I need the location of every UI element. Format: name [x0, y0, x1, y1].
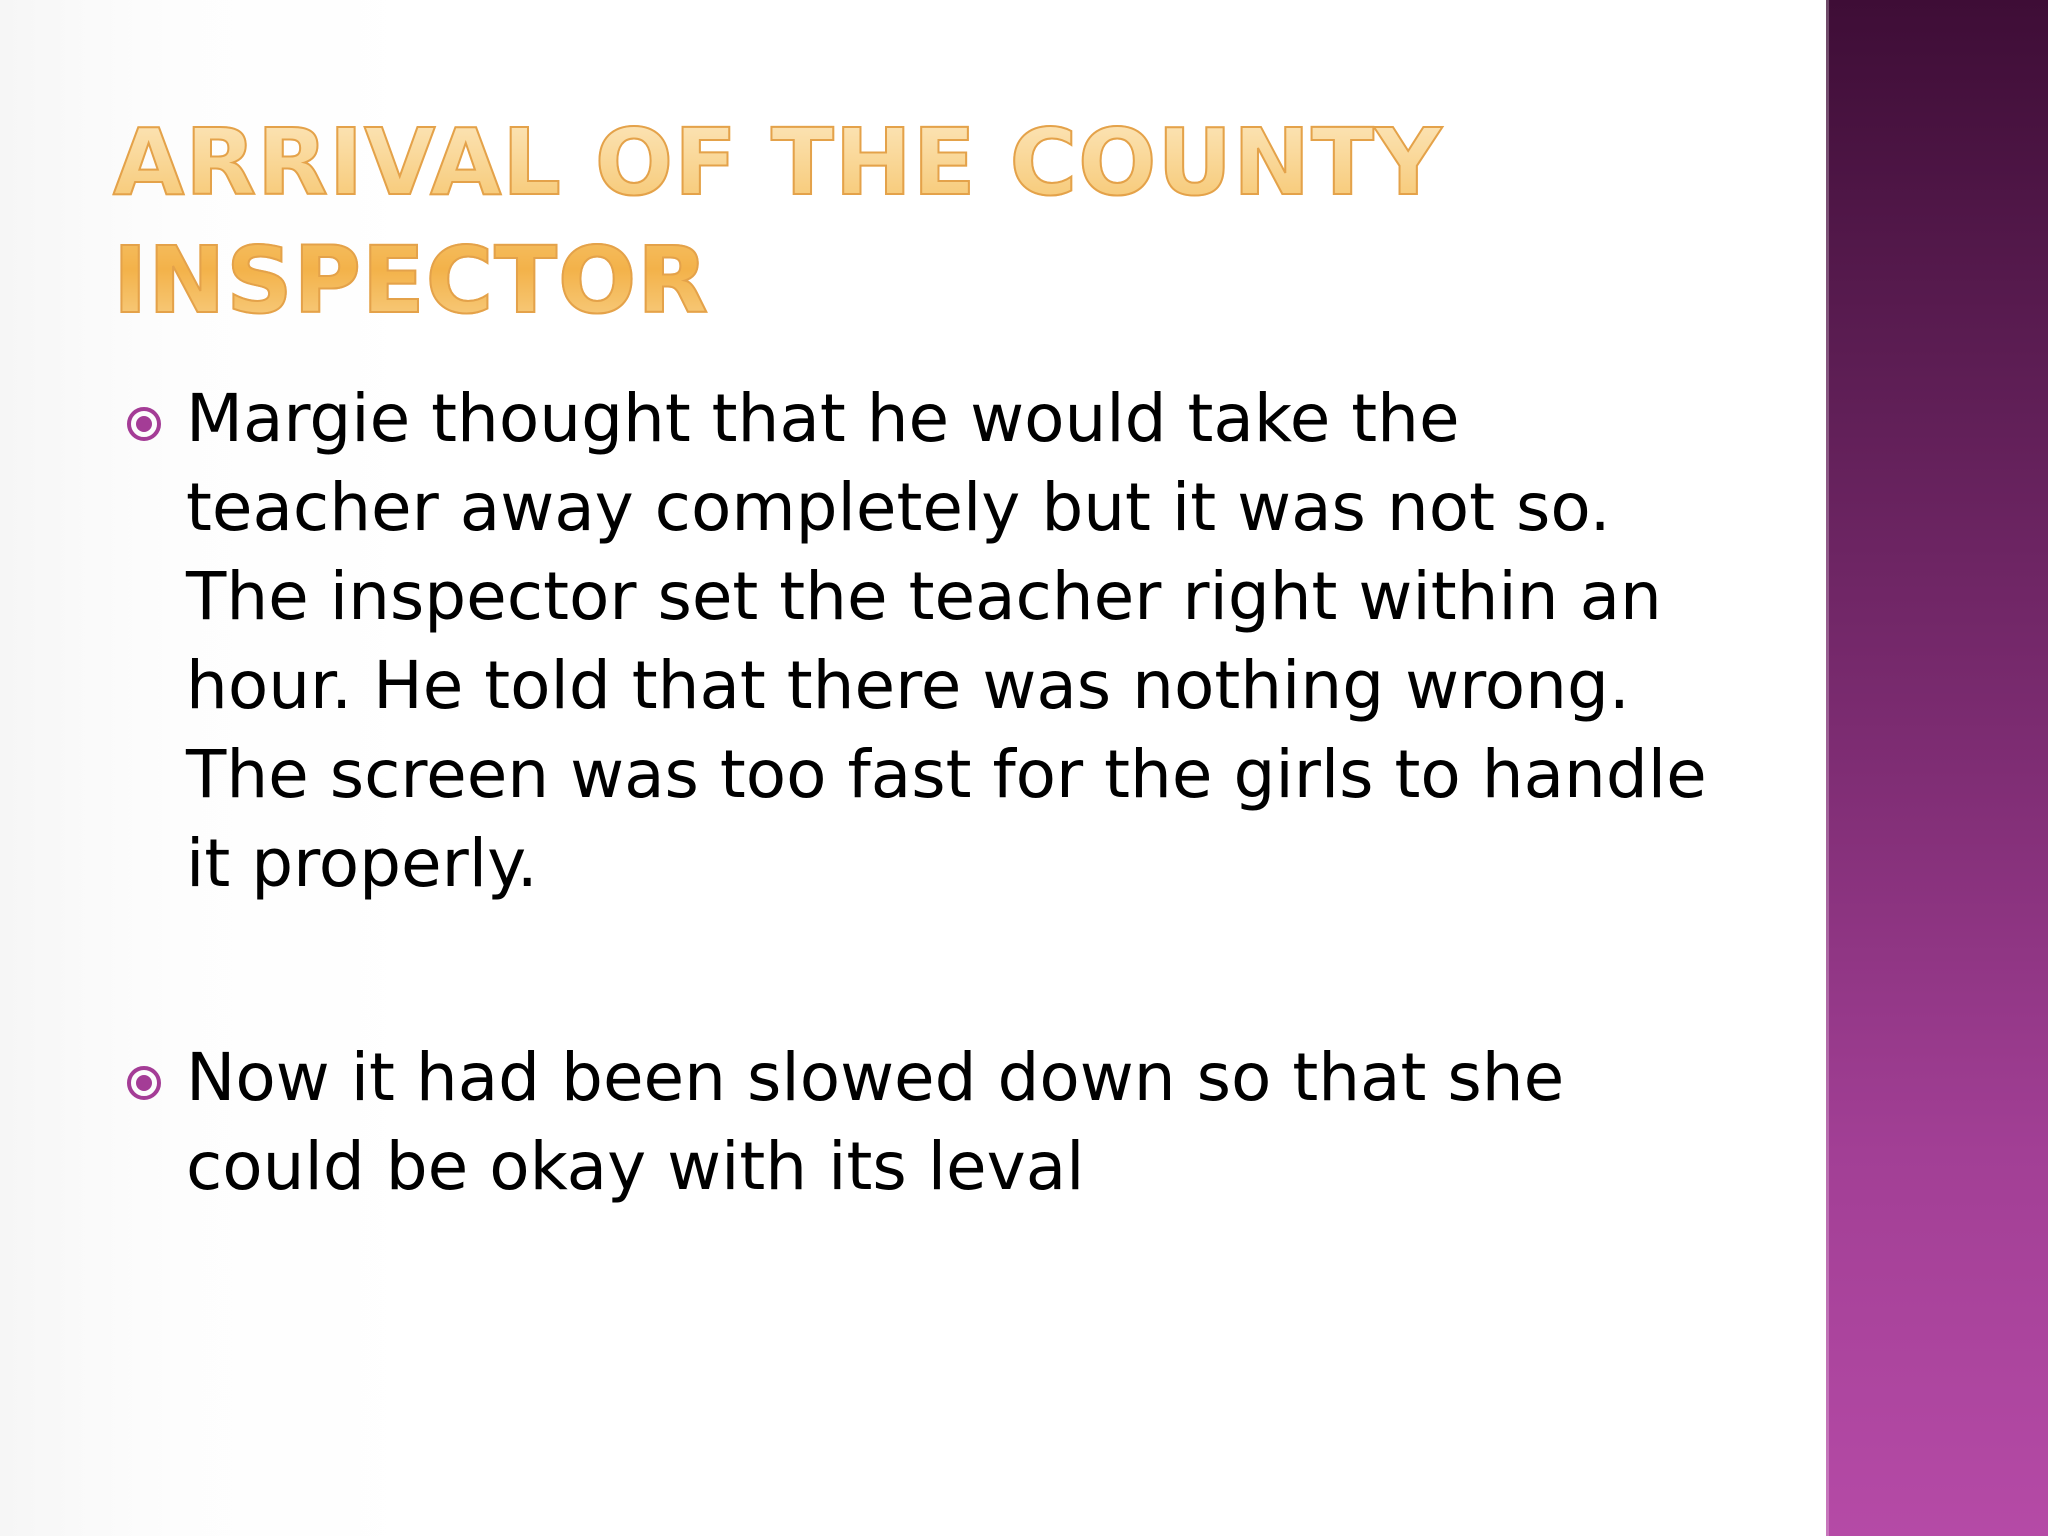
slide-title-line-2: INSPECTOR [113, 227, 710, 334]
bullet-list [124, 374, 1724, 1211]
slide-title [113, 104, 1713, 340]
slide-title-line-1: ARRIVAL OF THE COUNTY [113, 109, 1443, 216]
bullet-text: Margie thought that he would take the teacher away completely but it was not so. The inspector set the teacher right within an hour. He told that there was nothing wrong. The screen was too fast for the girls to handle it properly. [186, 380, 1707, 902]
decorative-side-band [1826, 0, 2048, 1536]
bullet-item [124, 374, 1724, 908]
circled-dot-icon [124, 404, 164, 444]
bullet-item [124, 1033, 1724, 1211]
bullet-text: Now it had been slowed down so that she could be okay with its leval [186, 1039, 1565, 1205]
circled-dot-icon [124, 1063, 164, 1103]
